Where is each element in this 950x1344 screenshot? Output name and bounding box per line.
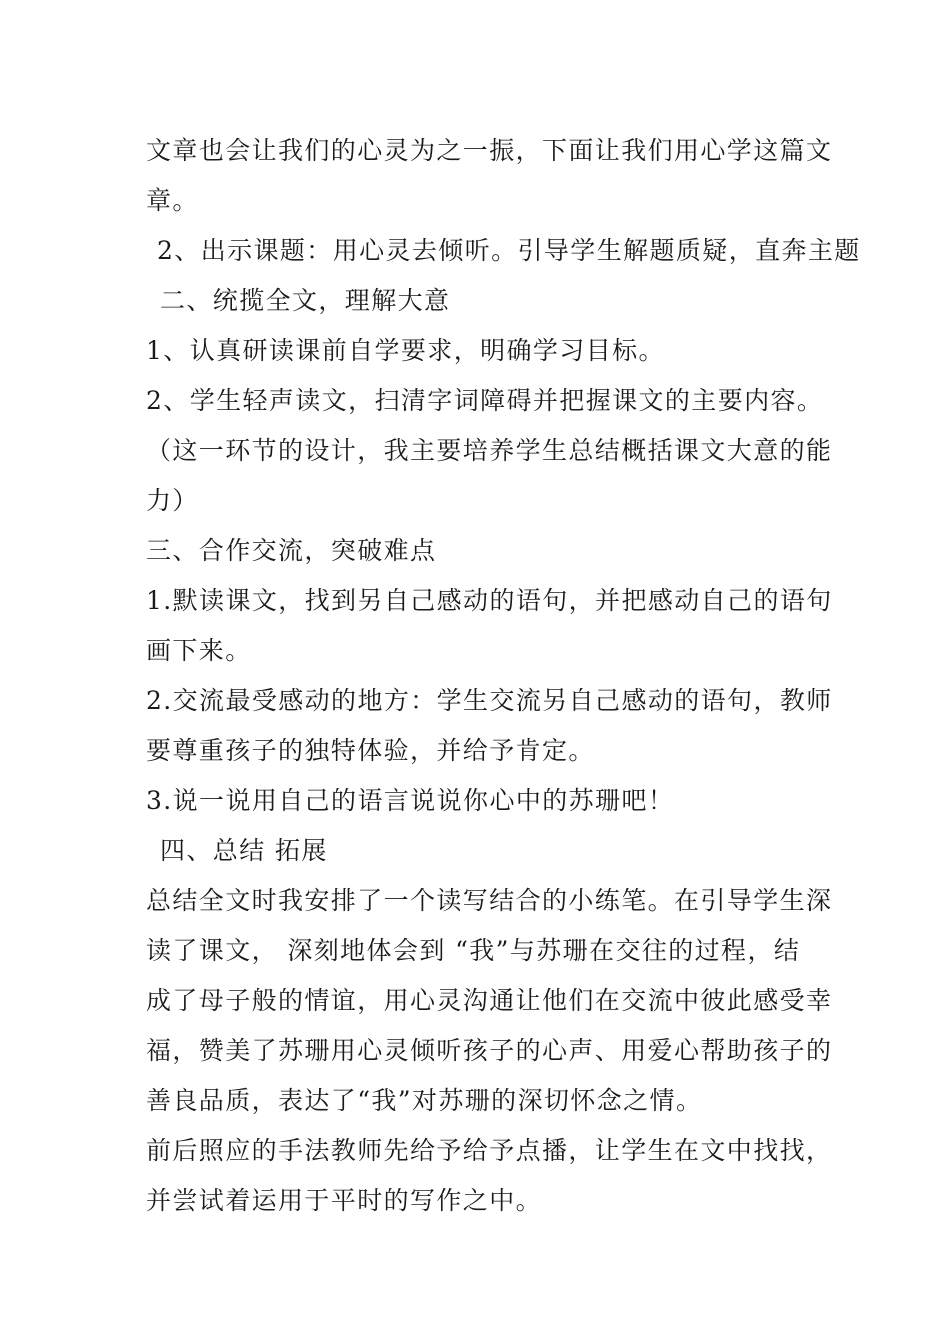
text-line: 画下来。 — [146, 636, 252, 665]
text-line: 2、学生轻声读文，扫清字词障碍并把握课文的主要内容。 — [146, 386, 824, 415]
text-line: 并尝试着运用于平时的写作之中。 — [146, 1186, 543, 1215]
text-line: 要尊重孩子的独特体验，并给予肯定。 — [146, 736, 595, 765]
text-line: 善良品质，表达了“我”对苏珊的深切怀念之情。 — [146, 1086, 703, 1115]
section-heading: 三、合作交流，突破难点 — [146, 536, 437, 565]
text-line: 读了课文， 深刻地体会到 “我”与苏珊在交往的过程，结 — [146, 936, 801, 965]
text-line: 1.默读课文，找到另自己感动的语句，并把感动自己的语句 — [146, 586, 833, 615]
text-line: 文章也会让我们的心灵为之一振，下面让我们用心学这篇文 — [146, 136, 833, 165]
text-line: 2、出示课题：用心灵去倾听。引导学生解题质疑，直奔主题 — [157, 236, 861, 265]
text-line: （这一环节的设计，我主要培养学生总结概括课文大意的能 — [146, 436, 833, 465]
text-line: 成了母子般的情谊，用心灵沟通让他们在交流中彼此感受幸 — [146, 986, 833, 1015]
section-heading: 二、统揽全文，理解大意 — [160, 286, 451, 315]
text-line: 3.说一说用自己的语言说说你心中的苏珊吧！ — [146, 786, 675, 815]
text-line: 1、认真研读课前自学要求，明确学习目标。 — [146, 336, 665, 365]
section-heading: 四、总结 拓展 — [160, 836, 328, 865]
text-line: 前后照应的手法教师先给予给予点播，让学生在文中找找， — [146, 1136, 833, 1165]
text-line: 福，赞美了苏珊用心灵倾听孩子的心声、用爱心帮助孩子的 — [146, 1036, 833, 1065]
text-line: 章。 — [146, 186, 199, 215]
text-line: 力） — [146, 486, 199, 515]
text-line: 2.交流最受感动的地方：学生交流另自己感动的语句，教师 — [146, 686, 833, 715]
text-line: 总结全文时我安排了一个读写结合的小练笔。在引导学生深 — [146, 886, 833, 915]
